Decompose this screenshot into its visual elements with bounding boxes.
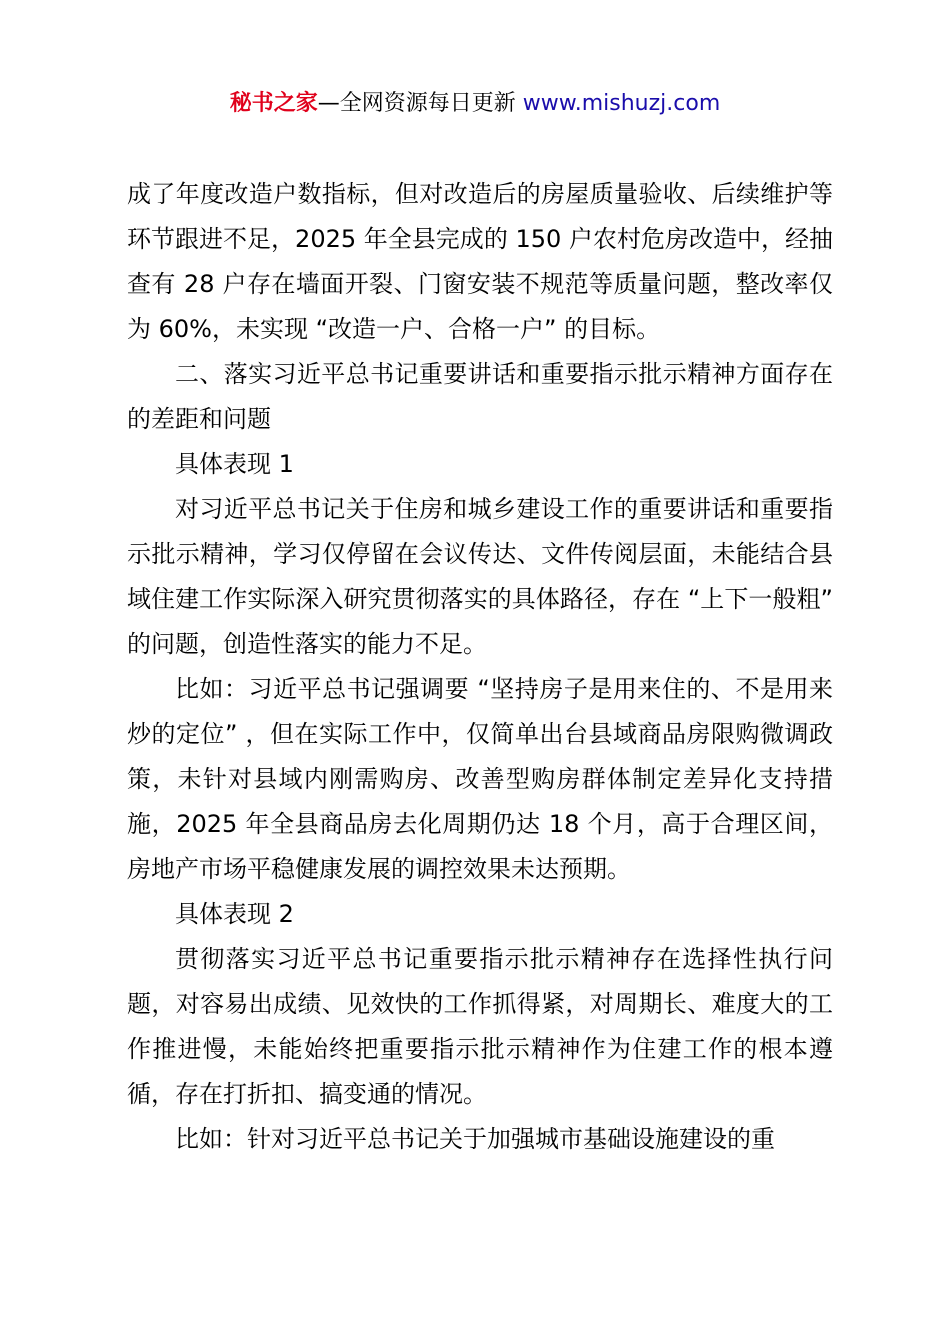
example-paragraph: 比如：习近平总书记强调要 “坚持房子是用来住的、不是用来炒的定位” ，但在实际工作中，仅简单出台县域商品房限购微调政策，未针对县域内刚需购房、改善型购房群体制定差异化支持措施，2025 年全县商品房去化周期仍达 18 个月，高于合理区间，房地产市场平稳健康发展的调控效果未达预期。 bbox=[127, 675, 833, 883]
section-heading: 二、落实习近平总书记重要讲话和重要指示批示精神方面存在的差距和问题 bbox=[127, 360, 833, 433]
header-tagline: —全网资源每日更新 bbox=[317, 91, 516, 116]
example-paragraph: 比如：针对习近平总书记关于加强城市基础设施建设的重 bbox=[175, 1125, 775, 1153]
page-header bbox=[0, 88, 950, 120]
subheading-1: 具体表现 1 bbox=[175, 450, 294, 478]
document-body bbox=[127, 172, 833, 1162]
paragraph-continuation: 成了年度改造户数指标，但对改造后的房屋质量验收、后续维护等环节跟进不足，2025 年全县完成的 150 户农村危房改造中，经抽查有 28 户存在墙面开裂、门窗安装不规范等质量问题，整改率仅为 60%，未实现 “改造一户、合格一户” 的目标。 bbox=[127, 180, 833, 343]
subheading-2: 具体表现 2 bbox=[175, 900, 294, 928]
brand-name: 秘书之家 bbox=[229, 91, 318, 116]
website-link[interactable]: www.mishuzj.com bbox=[522, 91, 721, 116]
paragraph: 对习近平总书记关于住房和城乡建设工作的重要讲话和重要指示批示精神，学习仅停留在会议传达、文件传阅层面，未能结合县域住建工作实际深入研究贯彻落实的具体路径，存在 “上下一般粗” 的问题，创造性落实的能力不足。 bbox=[127, 495, 833, 658]
paragraph: 贯彻落实习近平总书记重要指示批示精神存在选择性执行问题，对容易出成绩、见效快的工作抓得紧，对周期长、难度大的工作推进慢，未能始终把重要指示批示精神作为住建工作的根本遵循，存在打折扣、搞变通的情况。 bbox=[127, 945, 833, 1108]
